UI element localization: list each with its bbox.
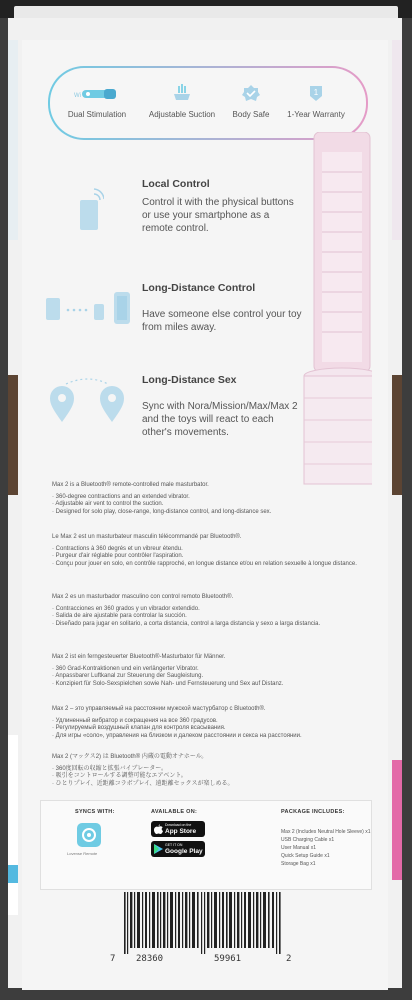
package-includes-label: PACKAGE INCLUDES: [281,809,345,815]
lang-item: · Conçu pour jouer en solo, en contrôle rapproché, en longue distance et/ou en relation sexuelle à longue distance. [52,560,357,567]
feature-label: Adjustable Suction [148,110,216,119]
warranty-icon [286,84,346,104]
lang-item: · Adjustable air vent to control the suction. [52,501,164,507]
package-item-name: Max 2 (Includes Neutral Hole Sleeve) [281,829,364,835]
right-stripe [392,40,402,240]
lang-item-text: Anpassbarer Luftkanal zur Steuerung der Saugleistung. [55,673,204,679]
badge-big-text: Google Play [165,848,203,855]
suction-icon [144,84,220,104]
lang-item: · Designed for solo play, close-range, long-distance control, and long-distance sex. [52,508,272,515]
barcode-digit-last: 2 [286,954,292,964]
lovense-remote-app-icon [77,823,101,847]
lang-item-text: Удлиненный вибратор и сокращения на все 360 градусов. [55,717,218,724]
lang-item: · ひとりプレイ、近距離コラボプレイ、遠距離セックスが楽しめる。 [52,780,234,787]
lang-item: · Anpassbarer Luftkanal zur Steuerung der Saugleistung. [52,673,204,679]
lang-item: · Удлиненный вибратор и сокращения на все 360 градусов. [52,717,218,724]
package-item-name: USB Charging Cable [281,837,328,843]
lang-heading: Max 2 – это управляемый на расстоянии мужской мастурбатор с Bluetooth®. [52,706,266,712]
feature-warranty [286,84,346,119]
left-stripe-blue [8,865,18,883]
lang-item: · Konzipiert für Solo-Sexspielchen sowie Nah- und Fernsteuerung und Sex auf Distanz. [52,680,284,687]
toy-image [302,132,372,487]
lang-item-text: Diseñado para jugar en solitario, a corta distancia, control a larga distancia y sexo a larga distancia. [55,620,321,627]
lang-block-en [52,482,372,516]
barcode-digits-left: 28360 [136,954,164,964]
long-distance-control-icon [44,290,136,326]
feature-adjustable-suction [144,84,220,119]
lang-item-text: Adjustable air vent to control the suction. [55,501,164,507]
lang-item-text: Konzipiert für Solo-Sexspielchen sowie Nah- und Fernsteuerung und Sex auf Distanz. [55,680,284,687]
section-title: Local Control [142,178,210,190]
lang-item: · 吸引をコントロールする調整可能なエアベント。 [52,773,187,779]
google-play-badge[interactable] [151,841,205,857]
lang-item-text: Salida de aire ajustable para controlar la succión. [55,613,187,619]
warranty-icon-text: 1 [313,88,319,97]
lang-item: · Contractions à 360 degrés et un vibreur étendu. [52,545,183,552]
lang-item: · Diseñado para jugar en solitario, a corta distancia, control a larga distancia y sexo a larga distancia. [52,620,321,627]
wifi-icon-text: Wi [74,93,81,99]
barcode-digits-right: 59961 [214,954,242,964]
google-play-icon [154,844,163,854]
lang-item-text: 360 Grad-Kontraktionen und ein verlängerter Vibrator. [55,665,199,672]
body-safe-icon [226,84,276,104]
lang-block-fr [52,534,372,568]
feature-dual-stimulation [60,86,134,119]
feature-label: Body Safe [232,110,270,119]
lang-heading: Max 2 (マックス2) は Bluetooth® 内蔵の電動オナホール。 [52,754,208,760]
lang-item: · Регулируемый воздушный клапан для контроля всасывания. [52,725,226,731]
app-store-badge[interactable] [151,821,205,837]
feature-label: 1-Year Warranty [287,110,345,119]
package-list [281,828,371,868]
lang-heading: Max 2 es un masturbador masculino con control remoto Bluetooth®. [52,594,234,600]
phone-icon [76,186,104,232]
package-item-qty: x1 [324,853,330,859]
package-item-qty: x1 [310,845,317,851]
feature-label: Dual Stimulation [67,110,127,119]
package-item-name: User Manual [281,845,310,851]
lang-item-text: 吸引をコントロールする調整可能なエアベント。 [55,773,187,779]
lid-inner [14,6,398,18]
lang-block-es [52,594,372,628]
lang-item: · 360-degree contractions and an extended vibrator. [52,493,190,500]
lang-item-text: ひとりプレイ、近距離コラボプレイ、遠距離セックスが楽しめる。 [55,780,234,787]
package-item [281,836,371,844]
lang-block-de [52,654,372,688]
package-item-qty: x1 [310,861,316,867]
right-stripe-dark [392,375,402,495]
badge-small-text: GET IT ON [165,843,183,847]
app-name: Lovense Remote [67,851,98,856]
lang-item-text: 360-degree contractions and an extended vibrator. [55,493,190,500]
lang-item: · 360 Grad-Kontraktionen und ein verlängerter Vibrator. [52,665,199,672]
lang-item-text: Contracciones en 360 grados y un vibrador extendido. [55,605,200,612]
lang-heading: Le Max 2 est un masturbateur masculin télécommandé par Bluetooth®. [52,534,242,540]
lang-item-text: Designed for solo play, close-range, long-distance control, and long-distance sex. [55,508,272,515]
badge-big-text: App Store [165,828,197,835]
lang-item: · Для игры «соло», управления на близком и далеком расстоянии и секса на расстоянии. [52,732,302,739]
section-title: Long-Distance Control [142,282,256,294]
lang-item: · Purgeur d'air réglable pour contrôler l'aspiration. [52,553,184,559]
toy-icon [60,86,134,104]
lang-item-text: Conçu pour jouer en solo, en contrôle rapproché, en longue distance et/ou en relation sexuelle à longue distance. [55,560,357,567]
barcode-digit-first: 7 [110,954,116,964]
left-stripe-light [8,735,18,915]
package-item-name: Storage Bag [281,861,309,867]
left-stripe [8,40,18,240]
info-box [40,800,372,890]
section-title: Long-Distance Sex [142,374,237,386]
badge-small-text: Download on the [165,823,192,827]
lang-item-text: Purgeur d'air réglable pour contrôler l'aspiration. [55,553,184,559]
section-body: Control it with the physical buttons or use your smartphone as a remote control. [142,197,294,234]
lang-item-text: Регулируемый воздушный клапан для контроля всасывания. [55,725,226,731]
right-stripe-pink [392,760,402,880]
lang-item: · 360度回転の収縮と拡張バイブレーター。 [52,765,168,772]
lang-block-ru [52,706,372,740]
available-on-label: AVAILABLE ON: [151,809,198,815]
box-lid [0,0,412,18]
package-item-qty: x1 [328,837,335,843]
feature-body-safe [226,84,276,119]
lang-heading: Max 2 ist ein ferngesteuerter Bluetooth®-Masturbator für Männer. [52,654,226,660]
package-item [281,844,371,852]
long-distance-sex-icon [48,378,128,424]
package-item-name: Quick Setup Guide [281,853,323,859]
package-item [281,852,371,860]
lang-item: · Contracciones en 360 grados y un vibrador extendido. [52,605,200,612]
lang-item-text: 360度回転の収縮と拡張バイブレーター。 [55,765,168,772]
lang-item-text: Contractions à 360 degrés et un vibreur étendu. [55,545,183,552]
lang-heading: Max 2 is a Bluetooth® remote-controlled male masturbator. [52,482,209,488]
lang-item-text: Для игры «соло», управления на близком и далеком расстоянии и секса на расстоянии. [55,732,302,739]
barcode [118,892,294,954]
apple-icon [154,824,163,834]
lang-item: · Salida de aire ajustable para controlar la succión. [52,613,187,619]
section-body: Sync with Nora/Mission/Max/Max 2 and the toys will react to each other's movements. [142,401,298,438]
lang-block-ja [52,754,372,788]
left-stripe-dark [8,375,18,495]
section-body: Have someone else control your toy from miles away. [142,309,302,333]
syncs-with-label: SYNCS WITH: [75,809,115,815]
package-item-qty: x1 [365,829,371,835]
package-item [281,828,371,836]
package-item [281,860,371,868]
